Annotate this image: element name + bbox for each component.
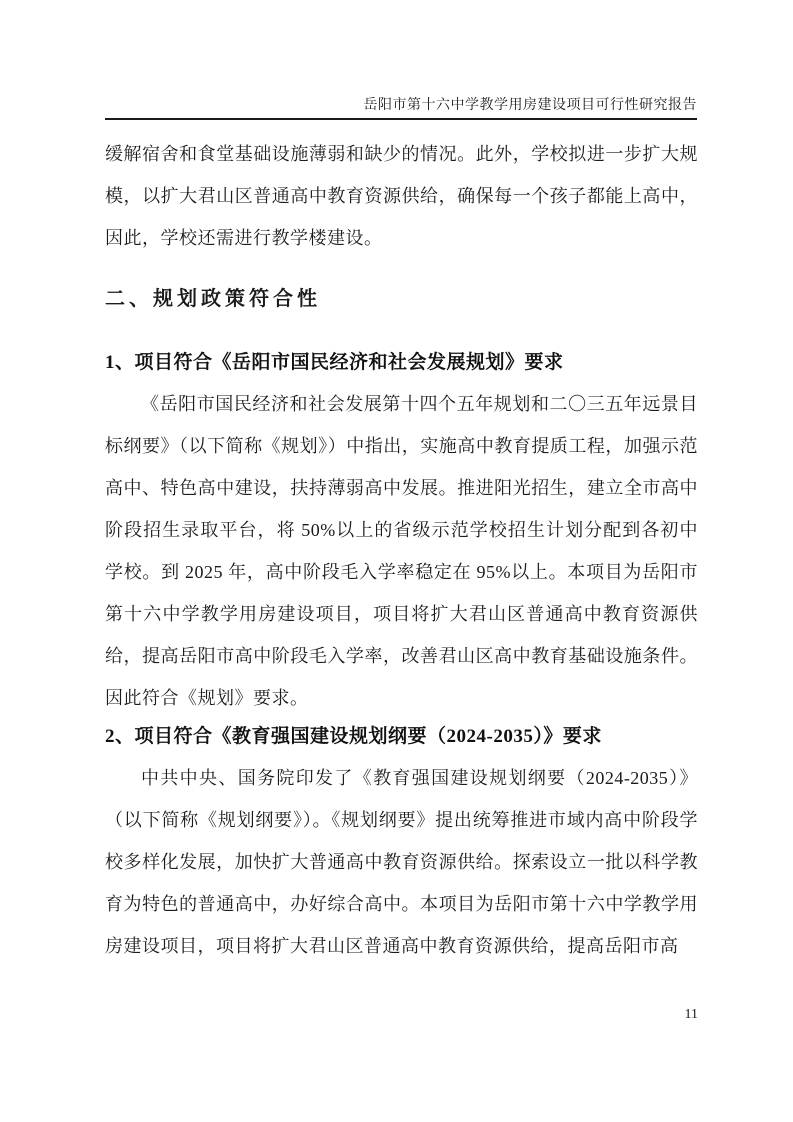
subsection-1-paragraph: 《岳阳市国民经济和社会发展第十四个五年规划和二〇三五年远景目标纲要》（以下简称《规划》）中指出，实施高中教育提质工程，加强示范高中、特色高中建设，扶持薄弱高中发展。推进阳光招生，建立全市高中阶段招生录取平台，将 50%以上的省级示范学校招生计划分配到各初中学校。到 2025 年，高中阶段毛入学率稳定在 95%以上。本项目为岳阳市第十六中学教学用房建设项目，项目将扩大君山区普通高中教育资源供给，提高岳阳市高中阶段毛入学率，改善君山区高中教育基础设施条件。因此符合《规划》要求。 (105, 394, 698, 708)
paragraph-continuation: 缓解宿舍和食堂基础设施薄弱和缺少的情况。此外，学校拟进一步扩大规模，以扩大君山区普通高中教育资源供给，确保每一个孩子都能上高中，因此，学校还需进行教学楼建设。 (105, 144, 698, 248)
subsection-1-heading: 1、项目符合《岳阳市国民经济和社会发展规划》要求 (105, 352, 564, 373)
page-header (105, 97, 697, 120)
subsection-2-heading: 2、项目符合《教育强国建设规划纲要（2024-2035）》要求 (105, 726, 602, 747)
page-number: 11 (684, 1007, 698, 1022)
section-heading: 二、规划政策符合性 (105, 288, 321, 310)
subsection-2-paragraph: 中共中央、国务院印发了《教育强国建设规划纲要（2024-2035）》（以下简称《规划纲要》）。《规划纲要》提出统筹推进市域内高中阶段学校多样化发展，加快扩大普通高中教育资源供给。探索设立一批以科学教育为特色的普通高中，办好综合高中。本项目为岳阳市第十六中学教学用房建设项目，项目将扩大君山区普通高中教育资源供给，提高岳阳市高 (105, 768, 698, 956)
header-title: 岳阳市第十六中学教学用房建设项目可行性研究报告 (363, 98, 697, 113)
